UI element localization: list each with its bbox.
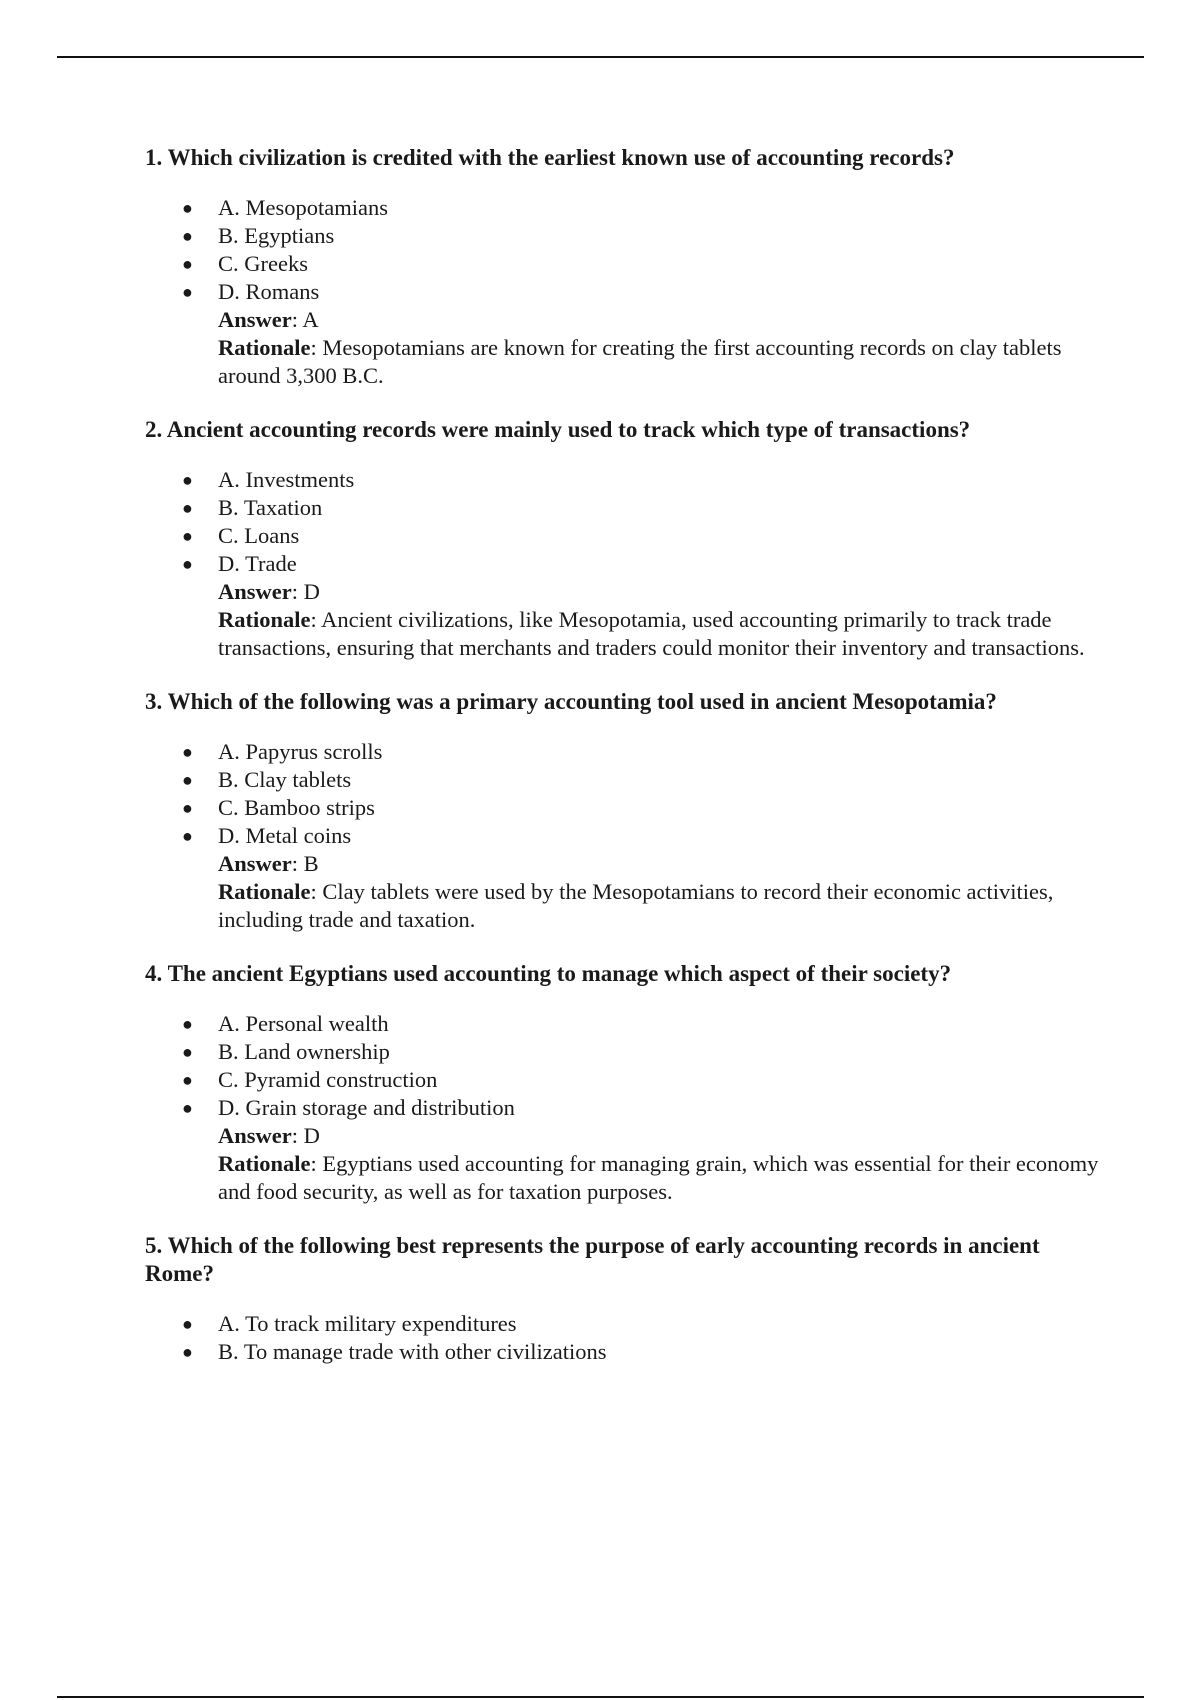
answer-line <box>145 306 1100 334</box>
bullet-icon: ● <box>182 254 193 274</box>
option-text: C. Pyramid construction <box>218 1067 438 1092</box>
question-text: 3. Which of the following was a primary accounting tool used in ancient Mesopotamia? <box>145 689 997 714</box>
bullet-icon: ● <box>182 198 193 218</box>
option-item <box>145 1094 1100 1122</box>
answer-label: Answer <box>218 307 292 332</box>
option-text: C. Bamboo strips <box>218 795 375 820</box>
option-item <box>145 550 1100 578</box>
bullet-icon: ● <box>182 526 193 546</box>
option-list <box>145 1010 1100 1122</box>
option-item <box>145 494 1100 522</box>
bullet-icon: ● <box>182 226 193 246</box>
bullet-icon: ● <box>182 282 193 302</box>
option-text: A. Papyrus scrolls <box>218 739 383 764</box>
bullet-icon: ● <box>182 1042 193 1062</box>
bullet-icon: ● <box>182 742 193 762</box>
bullet-icon: ● <box>182 1098 193 1118</box>
option-list <box>145 738 1100 850</box>
rationale-label: Rationale <box>218 1151 311 1176</box>
quiz-content <box>145 144 1100 1366</box>
option-text: B. Taxation <box>218 495 323 520</box>
rationale-text: : Ancient civilizations, like Mesopotamia, used accounting primarily to track trade transactions, ensuring that merchants and traders could monitor their inventory and transactions. <box>218 607 1085 660</box>
option-text: B. Egyptians <box>218 223 335 248</box>
question-1 <box>145 144 1100 390</box>
answer-value: : B <box>291 851 319 876</box>
question-4 <box>145 960 1100 1206</box>
answer-value: : D <box>291 1123 320 1148</box>
option-text: D. Romans <box>218 279 320 304</box>
option-list <box>145 466 1100 578</box>
option-item <box>145 766 1100 794</box>
option-item <box>145 250 1100 278</box>
question-text: 4. The ancient Egyptians used accounting to manage which aspect of their society? <box>145 961 952 986</box>
bullet-icon: ● <box>182 498 193 518</box>
answer-label: Answer <box>218 851 292 876</box>
rationale-line <box>145 606 1100 662</box>
option-item <box>145 1038 1100 1066</box>
bullet-icon: ● <box>182 826 193 846</box>
question-3 <box>145 688 1100 934</box>
rationale-line <box>145 334 1100 390</box>
answer-line <box>145 578 1100 606</box>
option-text: C. Loans <box>218 523 300 548</box>
rationale-label: Rationale <box>218 879 311 904</box>
bullet-icon: ● <box>182 470 193 490</box>
option-text: A. Mesopotamians <box>218 195 388 220</box>
bullet-icon: ● <box>182 798 193 818</box>
option-item <box>145 1310 1100 1338</box>
rationale-label: Rationale <box>218 335 311 360</box>
option-item <box>145 1010 1100 1038</box>
option-item <box>145 522 1100 550</box>
option-text: D. Metal coins <box>218 823 352 848</box>
option-item <box>145 1338 1100 1366</box>
option-text: A. Personal wealth <box>218 1011 389 1036</box>
option-item <box>145 1066 1100 1094</box>
bullet-icon: ● <box>182 1014 193 1034</box>
answer-label: Answer <box>218 579 292 604</box>
answer-value: : A <box>291 307 319 332</box>
rationale-line <box>145 878 1100 934</box>
option-text: B. To manage trade with other civilizations <box>218 1339 607 1364</box>
rationale-text: : Mesopotamians are known for creating the first accounting records on clay tablets around 3,300 B.C. <box>218 335 1062 388</box>
option-text: C. Greeks <box>218 251 308 276</box>
option-text: B. Clay tablets <box>218 767 352 792</box>
rationale-line <box>145 1150 1100 1206</box>
option-item <box>145 822 1100 850</box>
option-list <box>145 1310 1100 1366</box>
question-text: 5. Which of the following best represents the purpose of early accounting records in ancient Rome? <box>145 1233 1040 1286</box>
option-item <box>145 222 1100 250</box>
header-rule <box>57 56 1144 58</box>
option-item <box>145 738 1100 766</box>
option-text: D. Grain storage and distribution <box>218 1095 515 1120</box>
bullet-icon: ● <box>182 554 193 574</box>
option-list <box>145 194 1100 306</box>
question-text: 2. Ancient accounting records were mainly used to track which type of transactions? <box>145 417 971 442</box>
answer-label: Answer <box>218 1123 292 1148</box>
option-item <box>145 278 1100 306</box>
rationale-text: : Egyptians used accounting for managing grain, which was essential for their economy and food security, as well as for taxation purposes. <box>218 1151 1099 1204</box>
question-5 <box>145 1232 1100 1366</box>
option-text: A. Investments <box>218 467 355 492</box>
option-item <box>145 194 1100 222</box>
answer-line <box>145 850 1100 878</box>
question-text: 1. Which civilization is credited with the earliest known use of accounting records? <box>145 145 955 170</box>
rationale-text: : Clay tablets were used by the Mesopotamians to record their economic activities, including trade and taxation. <box>218 879 1054 932</box>
bullet-icon: ● <box>182 1070 193 1090</box>
option-text: A. To track military expenditures <box>218 1311 517 1336</box>
question-2 <box>145 416 1100 662</box>
option-text: D. Trade <box>218 551 297 576</box>
option-item <box>145 466 1100 494</box>
rationale-label: Rationale <box>218 607 311 632</box>
option-text: B. Land ownership <box>218 1039 390 1064</box>
footer-rule <box>57 1696 1144 1698</box>
bullet-icon: ● <box>182 1342 193 1362</box>
option-item <box>145 794 1100 822</box>
answer-value: : D <box>291 579 320 604</box>
bullet-icon: ● <box>182 770 193 790</box>
bullet-icon: ● <box>182 1314 193 1334</box>
answer-line <box>145 1122 1100 1150</box>
